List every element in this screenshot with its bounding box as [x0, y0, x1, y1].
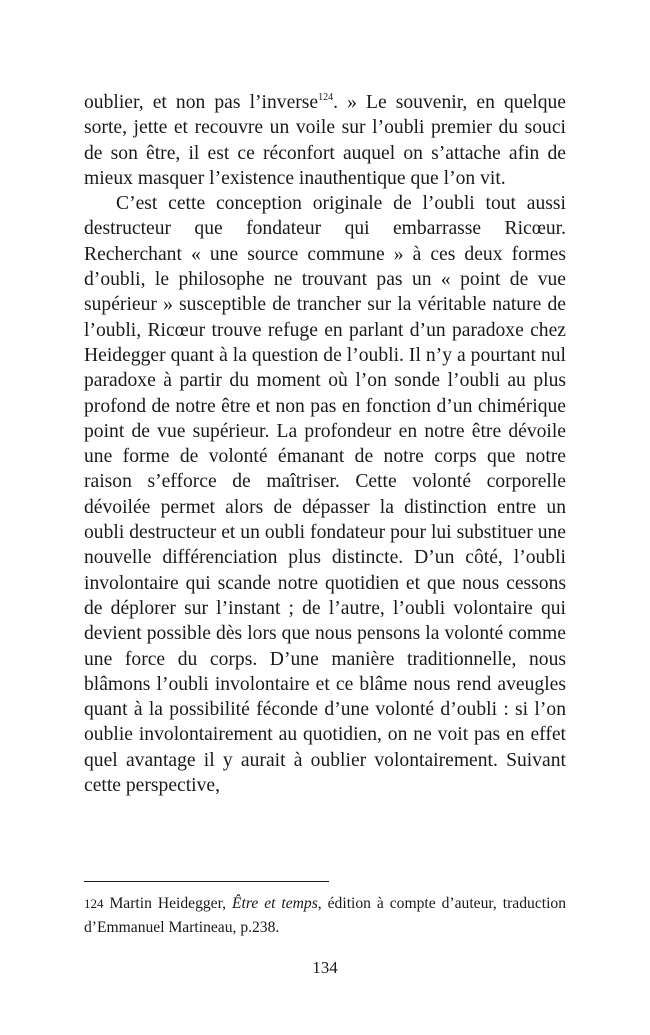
footnote-reference[interactable]: 124 — [318, 92, 334, 103]
footnote-book-title: Être et temps — [232, 895, 318, 912]
page-body — [84, 90, 566, 798]
paragraph-1 — [84, 90, 566, 191]
paragraph-2: C’est cette conception originale de l’oubli tout aussi destructeur que fondateur qui embarrasse Ricœur. Recherchant « une source commune » à ces deux formes d’oubli, le philosophe ne trouvant pas un « point de vue supérieur » susceptible de trancher sur la véritable nature de l’oubli, Ricœur trouve refuge en parlant d’un paradoxe chez Heidegger quant à la question de l’oubli. Il n’y a pourtant nul paradoxe à partir du moment où l’on sonde l’oubli au plus profond de notre être et non pas en fonction d’un chimérique point de vue supérieur. La profondeur en notre être dévoile une forme de volonté émanant de notre corps que notre raison s’efforce de maîtriser. Cette volonté corporelle dévoilée permet alors de dépasser la distinction entre un oubli destructeur et un oubli fondateur pour lui substituer une nouvelle différenciation plus distincte. D’un côté, l’oubli involontaire qui scande notre quotidien et que nous cessons de déplorer sur l’instant ; de l’autre, l’oubli volontaire qui devient possible dès lors que nous pensons la volonté comme une force du corps. D’une manière traditionnelle, nous blâmons l’oubli involontaire et ce blâme nous rend aveugles quant à la possibilité féconde d’une volonté d’oubli : si l’on oublie involontairement au quotidien, on ne voit pas en effet quel avantage il y aurait à oublier volontairement. Suivant cette perspective, — [84, 193, 566, 797]
paragraph-1-end: . » Le souvenir, en quelque sorte, jette et recouvre un voile sur l’oubli premier du souci de son être, il est ce réconfort auquel on s’attache afin de mieux masquer l’existence inauthentique que l’on vit. — [84, 92, 567, 189]
footnote-number: 124 — [84, 896, 104, 911]
paragraph-1-start: oublier, et non pas l’inverse — [84, 92, 319, 113]
footnote-details: , édition à compte d’auteur, traduction d’Emmanuel Martineau, p.238. — [84, 895, 566, 936]
footnote-author: Martin Heidegger, — [103, 895, 232, 912]
body-text — [84, 90, 566, 798]
footnote-124 — [84, 892, 566, 940]
footnote-separator — [84, 881, 329, 882]
page-number: 134 — [312, 958, 338, 977]
